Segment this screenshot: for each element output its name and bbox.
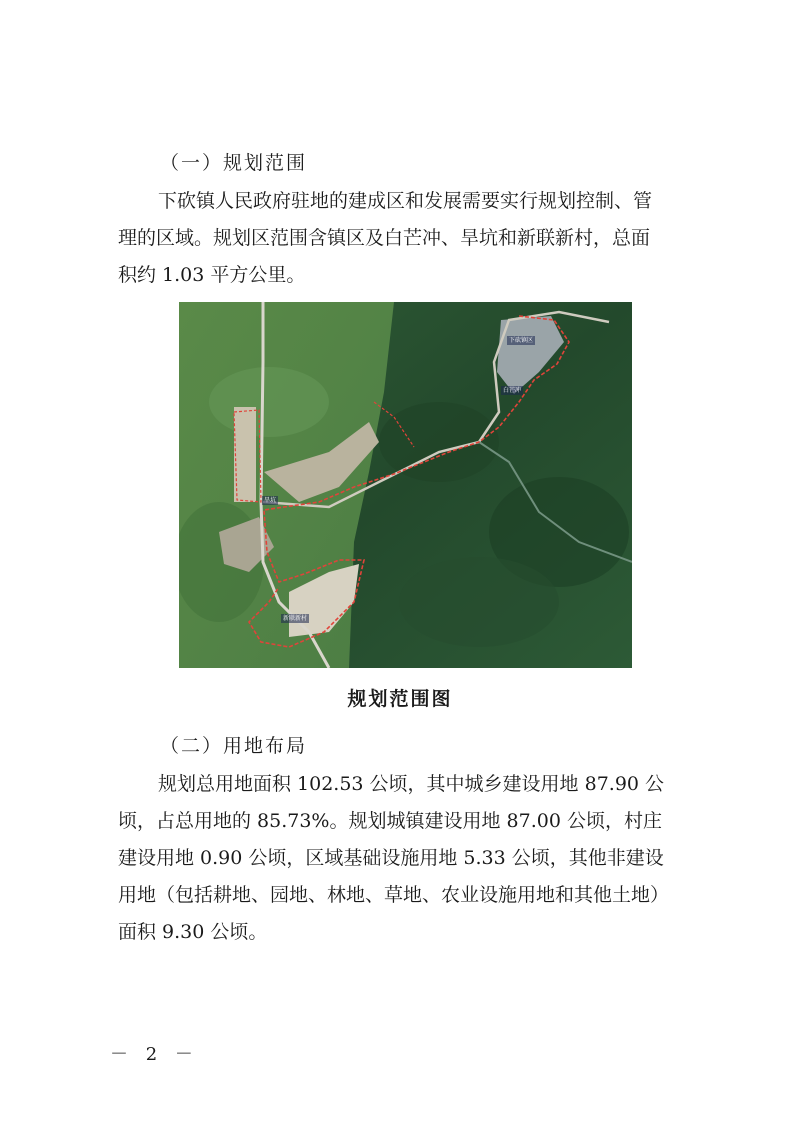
section2-heading: （二）用地布局 [160, 735, 308, 757]
paragraph-line: 面积 9.30 公顷。 [118, 921, 268, 943]
page-number: － 2 － [110, 1044, 199, 1065]
planning-area-map [179, 302, 632, 668]
paragraph-line: 顷，占总用地的 85.73%。规划城镇建设用地 87.00 公顷，村庄 [118, 810, 662, 832]
paragraph-line: 用地（包括耕地、园地、林地、草地、农业设施用地和其他土地） [118, 884, 670, 906]
section1-paragraph [118, 183, 718, 294]
map-label-town: 下砍镇区 [509, 337, 534, 344]
paragraph-line: 建设用地 0.90 公顷，区域基础设施用地 5.33 公顷，其他非建设 [118, 847, 664, 869]
satellite-image [179, 302, 632, 668]
section1-heading: （一）规划范围 [160, 152, 308, 174]
map-label-baimang: 白芒冲 [503, 387, 522, 394]
paragraph-line: 规划总用地面积 102.53 公顷，其中城乡建设用地 87.90 公 [158, 773, 665, 795]
paragraph-line: 积约 1.03 平方公里。 [118, 264, 306, 286]
paragraph-line: 理的区域。规划区范围含镇区及白芒冲、旱坑和新联新村，总面 [118, 227, 651, 249]
map-label-hankeng: 旱坑 [264, 497, 277, 504]
map-label-xinlian: 新联新村 [283, 615, 308, 622]
paragraph-line: 下砍镇人民政府驻地的建成区和发展需要实行规划控制、管 [158, 190, 653, 212]
map-caption: 规划范围图 [347, 688, 453, 710]
section2-paragraph [118, 766, 718, 951]
